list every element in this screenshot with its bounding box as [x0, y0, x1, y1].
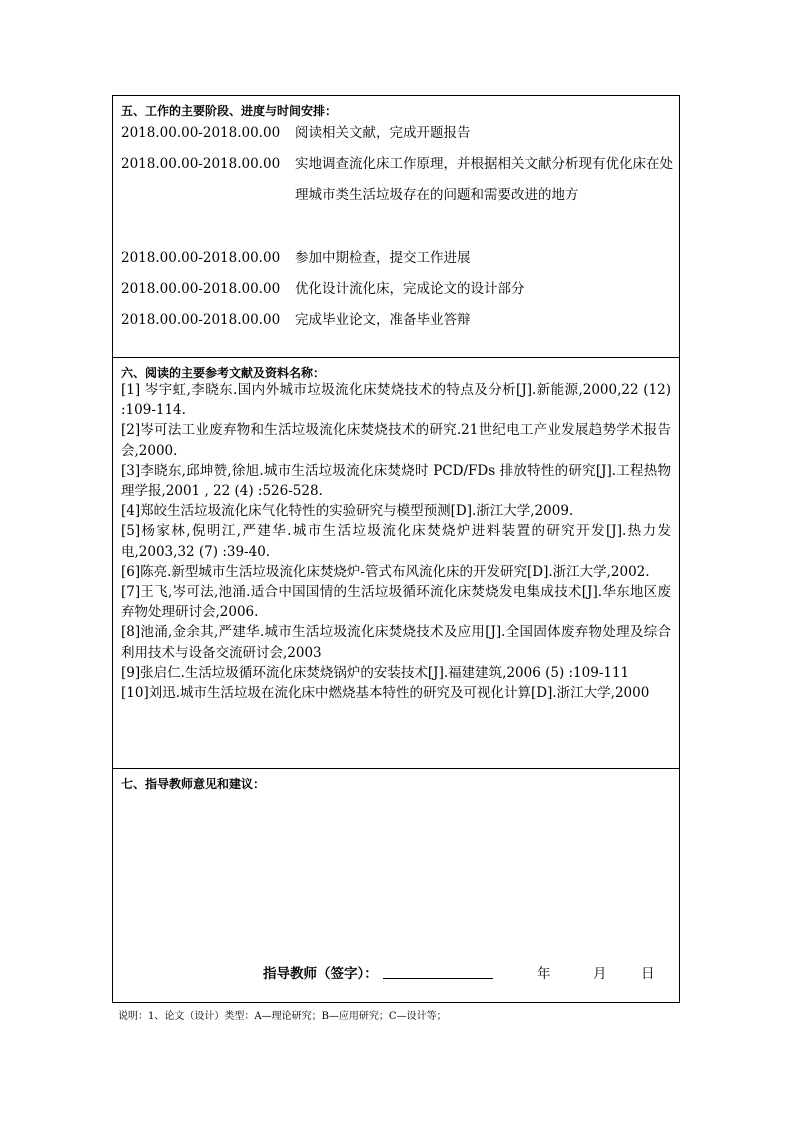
- reference-item: [9]张启仁.生活垃圾循环流化床焚烧锅炉的安装技术[J].福建建筑,2006 (5) :109-111: [121, 664, 630, 681]
- schedule-task: 完成毕业论文，准备毕业答辩: [295, 312, 471, 328]
- schedule-date: 2018.00.00-2018.00.00: [121, 156, 281, 172]
- month-label: 月: [593, 966, 607, 982]
- reference-item: [7]王飞,岑可法,池涌.适合中国国情的生活垃圾循环流化床焚烧发电集成技术[J].华东地区废弃物处理研讨会,2006.: [121, 584, 671, 621]
- reference-item: [10]刘迅.城市生活垃圾在流化床中燃烧基本特性的研究及可视化计算[D].浙江大学,2000: [121, 685, 650, 702]
- reference-item: [4]郑皎生活垃圾流化床气化特性的实验研究与模型预测[D].浙江大学,2009.: [121, 503, 574, 520]
- schedule-task: 实地调查流化床工作原理，并根据相关文献分析现有优化床在处理城市类生活垃圾存在的问题和需要改进的地方: [295, 156, 673, 203]
- schedule-task: 优化设计流化床，完成论文的设计部分: [295, 281, 525, 297]
- signature-row: [113, 962, 679, 984]
- reference-list: [121, 380, 671, 703]
- schedule-date: 2018.00.00-2018.00.00: [121, 125, 281, 141]
- footnote: 说明：1、论文（设计）类型：A—理论研究；B—应用研究；C—设计等；: [118, 1011, 447, 1022]
- schedule-date: 2018.00.00-2018.00.00: [121, 250, 281, 266]
- advisor-signature-label: 指导教师（签字）：: [263, 966, 378, 982]
- reference-item: [8]池涌,金余其,严建华.城市生活垃圾流化床焚烧技术及应用[J].全国固体废弃物处理及综合利用技术与设备交流研讨会,2003: [121, 624, 671, 661]
- reference-item: [2]岑可法工业废弃物和生活垃圾流化床焚烧技术的研究.21世纪电工产业发展趋势学术报告会,2000.: [121, 422, 671, 459]
- schedule-task: 参加中期检查，提交工作进展: [295, 250, 471, 266]
- year-label: 年: [537, 966, 551, 982]
- references-section: [113, 358, 679, 769]
- reference-item: [3]李晓东,邱坤赞,徐旭.城市生活垃圾流化床焚烧时 PCD/FDs 排放特性的研究[J].工程热物理学报,2001 , 22 (4) :526-528.: [121, 462, 671, 500]
- schedule-heading: 五、工作的主要阶段、进度与时间安排：: [121, 104, 338, 118]
- schedule-date: 2018.00.00-2018.00.00: [121, 312, 281, 328]
- reference-item: [5]杨家林,倪明江,严建华.城市生活垃圾流化床焚烧炉进料装置的研究开发[J].热力发电,2003,32 (7) :39-40.: [121, 523, 671, 560]
- proposal-form-table: [112, 95, 680, 1003]
- reference-item: [6]陈亮.新型城市生活垃圾流化床焚烧炉-管式布风流化床的开发研究[D].浙江大学,2002.: [121, 563, 650, 580]
- signature-line[interactable]: [383, 978, 493, 979]
- day-label: 日: [641, 966, 655, 982]
- references-heading: 六、阅读的主要参考文献及资料名称：: [121, 366, 326, 380]
- schedule-section: [113, 96, 679, 358]
- reference-item: [1] 岑宇虹,李晓东.国内外城市垃圾流化床焚烧技术的特点及分析[J].新能源,2000,22 (12) :109-114.: [121, 382, 671, 419]
- schedule-task: 阅读相关文献，完成开题报告: [295, 125, 471, 141]
- advisor-comments-heading: 七、指导教师意见和建议：: [121, 777, 266, 791]
- schedule-date: 2018.00.00-2018.00.00: [121, 281, 281, 297]
